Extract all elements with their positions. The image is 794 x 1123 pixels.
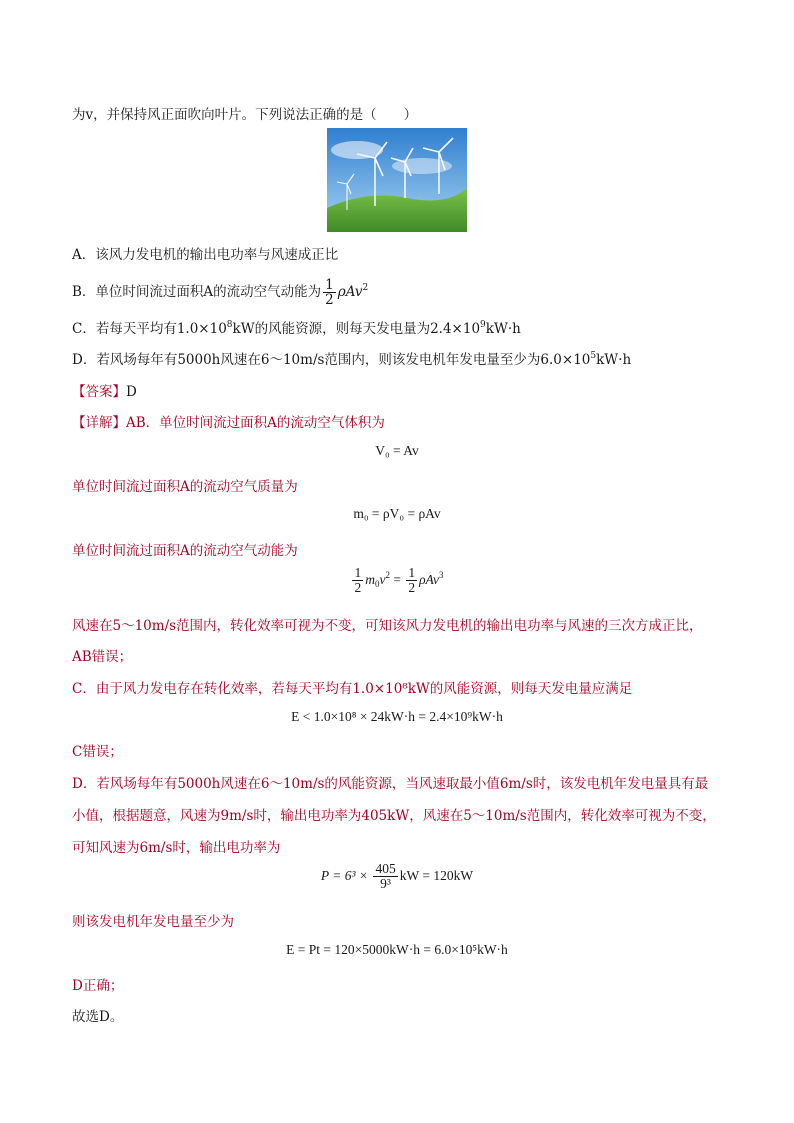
cubic-relation-text: 风速在5～10m/s范围内，转化效率可视为不变，可知该风力发电机的输出电功率与风速的三次方成正比， xyxy=(72,618,703,634)
question-intro: 为v，并保持风正面吹向叶片。下列说法正确的是（ ） xyxy=(72,107,418,123)
c-analysis-text: C．由于风力发电存在转化效率，若每天平均有1.0×10⁸kW的风能资源，则每天发电量应满足 xyxy=(72,681,633,697)
choose-text: 故选D。 xyxy=(72,1009,124,1025)
equation-volume: V₀ = Av xyxy=(375,443,419,458)
option-a: A．该风力发电机的输出电功率与风速成正比 xyxy=(72,247,339,263)
option-c: C．若每天平均有$1.0\times 10^8kW$的风能资源，则每天发电量为$2.4\times 10^9kW\cdot h$ xyxy=(72,320,521,337)
equation-annual-energy: E = Pt = 120×5000kW·h = 6.0×10⁵kW·h xyxy=(286,942,508,957)
answer-line: 【答案】D xyxy=(72,384,137,400)
mass-text: 单位时间流过面积A的流动空气质量为 xyxy=(72,479,298,495)
d-analysis-line1: D．若风场每年有5000h风速在6～10m/s的风能资源，当风速取最小值6m/s时，该发电机年发电量具有最 xyxy=(72,776,709,792)
d-analysis-line3: 可知风速为6m/s时，输出电功率为 xyxy=(72,840,281,856)
option-d: D．若风场每年有5000h风速在6～10m/s范围内，则该发电机年发电量至少为$6.0\times 10^5kW\cdot h$ xyxy=(72,351,632,368)
equation-power: P = 6³ × $\frac{405}{\text{9³}}$ kW = 120kW xyxy=(320,861,474,892)
equation-kinetic-energy: $\frac{1}{2}$ $m_0v^2$ = $\frac{1}{2}$ ρAv$^3$ xyxy=(354,565,444,596)
equation-mass: m₀ = ρV₀ = ρAv xyxy=(353,506,441,521)
wind-turbine-photo xyxy=(327,128,467,232)
d-analysis-line2: 小值，根据题意，风速为9m/s时，输出电功率为405kW，风速在5～10m/s范围内，转化效率可视为不变， xyxy=(72,808,716,824)
d-right-text: D正确； xyxy=(72,978,124,994)
kinetic-energy-text: 单位时间流过面积A的流动空气动能为 xyxy=(72,543,298,559)
c-wrong-text: C错误； xyxy=(72,744,123,760)
equation-daily-energy: E < 1.0×10⁸ × 24kW·h = 2.4×10⁹kW·h xyxy=(291,709,503,724)
answer-value: D xyxy=(126,384,137,400)
detail-line: 【详解】AB．单位时间流过面积A的流动空气体积为 xyxy=(72,415,385,431)
ab-wrong-text: AB错误； xyxy=(72,649,133,665)
annual-energy-text: 则该发电机年发电量至少为 xyxy=(72,914,234,930)
option-b: B．单位时间流过面积A的流动空气动能为 $\frac{1}{2}$ ρAv$^2$ xyxy=(72,277,369,309)
